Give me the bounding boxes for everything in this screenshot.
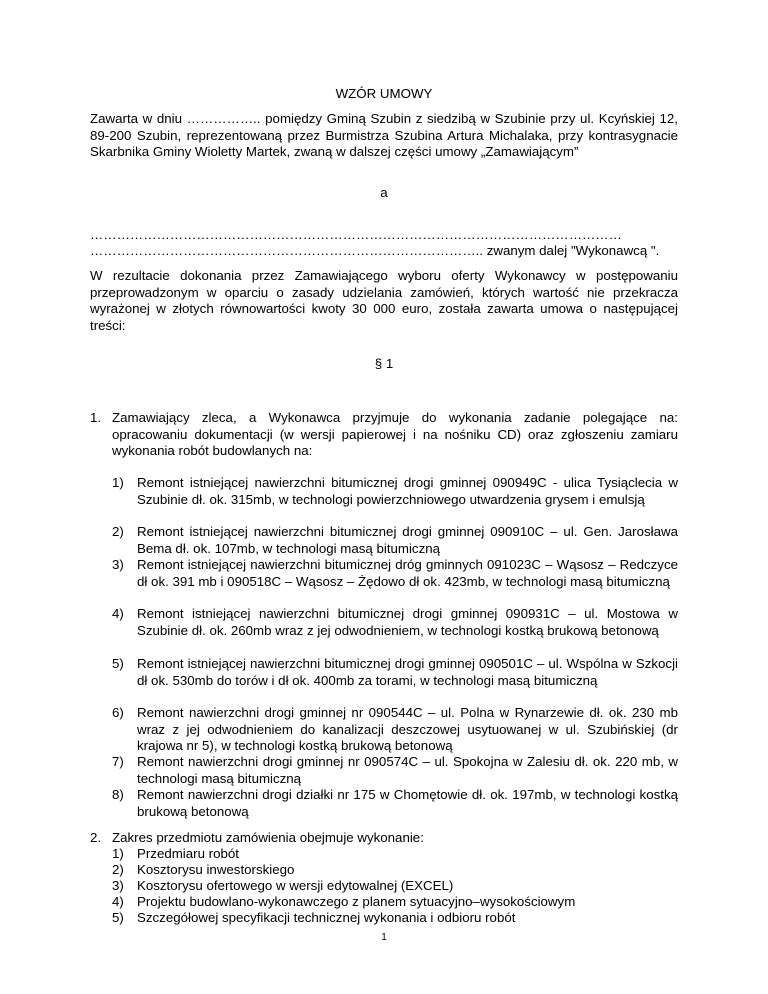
intro-paragraph: Zawarta w dniu …………….. pomiędzy Gminą Szubin z siedzibą w Szubinie przy ul. Kcyńskiej 12, 89-200 Szubin, reprezentowaną przez Burmistrza Szubina Artura Michalaka, przy kontrasygnacie Skarbnika Gminy Wioletty Martek, zwaną w dalszej części umowy „Zamawiającym”	[90, 111, 678, 159]
list-item: Kosztorysu ofertowego w wersji edytowalnej (EXCEL)	[137, 878, 454, 893]
list-item-number: 4)	[112, 894, 124, 909]
list-item-number: 6)	[112, 705, 124, 720]
list-item: Kosztorysu inwestorskiego	[137, 862, 295, 877]
list-item-number: 7)	[112, 754, 124, 769]
list-item-number: 2)	[112, 524, 124, 539]
list-item: Remont nawierzchni drogi działki nr 175 w Chomętowie dł. ok. 197mb, w technologi kostką brukową betonową	[137, 787, 678, 819]
list-item-number: 1)	[112, 475, 124, 490]
result-paragraph: W rezultacie dokonania przez Zamawiającego wyboru oferty Wykonawcy w postępowaniu przeprowadzonym w oparciu o zasady udzielania zamówień, których wartość nie przekracza wyrażonej w złotych równowartości kwoty 30 000 euro, została zawarta umowa o następującej treści:	[90, 268, 678, 333]
page-number: 1	[381, 932, 387, 943]
list-item-number: 5)	[112, 656, 124, 671]
point-1-number: 1.	[90, 410, 102, 425]
list-item-number: 3)	[112, 557, 124, 572]
list-item: Remont istniejącej nawierzchni bitumicznej drogi gminnej 090949C - ulica Tysiąclecia w Szubinie dł. ok. 315mb, w technologi powierzchniowego utwardzenia grysem i emulsją	[137, 475, 678, 507]
conjunction-a: a	[380, 185, 388, 200]
list-item: Remont istniejącej nawierzchni bitumicznej drogi gminnej 090910C – ul. Gen. Jarosława Bema dł. ok. 107mb, w technologi masą bitumiczną	[137, 524, 678, 556]
list-item-number: 3)	[112, 878, 124, 893]
point-2-text: Zakres przedmiotu zamówienia obejmuje wykonanie:	[112, 830, 424, 845]
point-2-number: 2.	[90, 830, 102, 845]
list-item: Przedmiaru robót	[137, 846, 239, 861]
list-item: Szczegółowej specyfikacji technicznej wykonania i odbioru robót	[137, 910, 516, 925]
list-item-number: 4)	[112, 606, 124, 621]
contractor-name-line: …………………………………………………………………………….. zwanym dalej "Wykonawcą ".	[90, 243, 660, 258]
list-item: Remont istniejącej nawierzchni bitumicznej drogi gminnej 090931C – ul. Mostowa w Szubinie dł. ok. 260mb wraz z jej odwodnieniem, w technologi kostką brukową betonową	[137, 606, 678, 638]
document-title: WZÓR UMOWY	[335, 86, 433, 101]
contractor-dots-line: …………………………………………………………………………………………………………	[90, 227, 622, 242]
list-item: Remont nawierzchni drogi gminnej nr 090574C – ul. Spokojna w Zalesiu dł. ok. 220 mb, w technologi masą bitumiczną	[137, 754, 678, 786]
list-item: Remont istniejącej nawierzchni bitumicznej drogi gminnej 090501C – ul. Wspólna w Szkocji dł ok. 530mb do torów i dł ok. 400mb za torami, w technologi masą bitumiczną	[137, 656, 678, 688]
list-item: Remont nawierzchni drogi gminnej nr 090544C – ul. Polna w Rynarzewie dł. ok. 230 mb wraz z jej odwodnieniem do kanalizacji deszczowej usytuowanej w ul. Szubińskiej (dr krajowa nr 5), w technologi kostką brukową betonową	[137, 705, 678, 753]
point-1-text: Zamawiający zleca, a Wykonawca przyjmuje do wykonania zadanie polegające na: opracowaniu dokumentacji (w wersji papierowej i na nośniku CD) oraz zgłoszeniu zamiaru wykonania robót budowlanych na:	[112, 410, 678, 458]
list-item-number: 5)	[112, 910, 124, 925]
list-item: Remont istniejącej nawierzchni bitumicznej dróg gminnych 091023C – Wąsosz – Redczyce dł ok. 391 mb i 090518C – Wąsosz – Żędowo dł ok. 423mb, w technologi masą bitumiczną	[137, 557, 678, 589]
list-item: Projektu budowlano-wykonawczego z planem sytuacyjno–wysokościowym	[137, 894, 576, 909]
list-item-number: 8)	[112, 787, 124, 802]
list-item-number: 2)	[112, 862, 124, 877]
list-item-number: 1)	[112, 846, 124, 861]
section-heading: § 1	[374, 356, 394, 371]
